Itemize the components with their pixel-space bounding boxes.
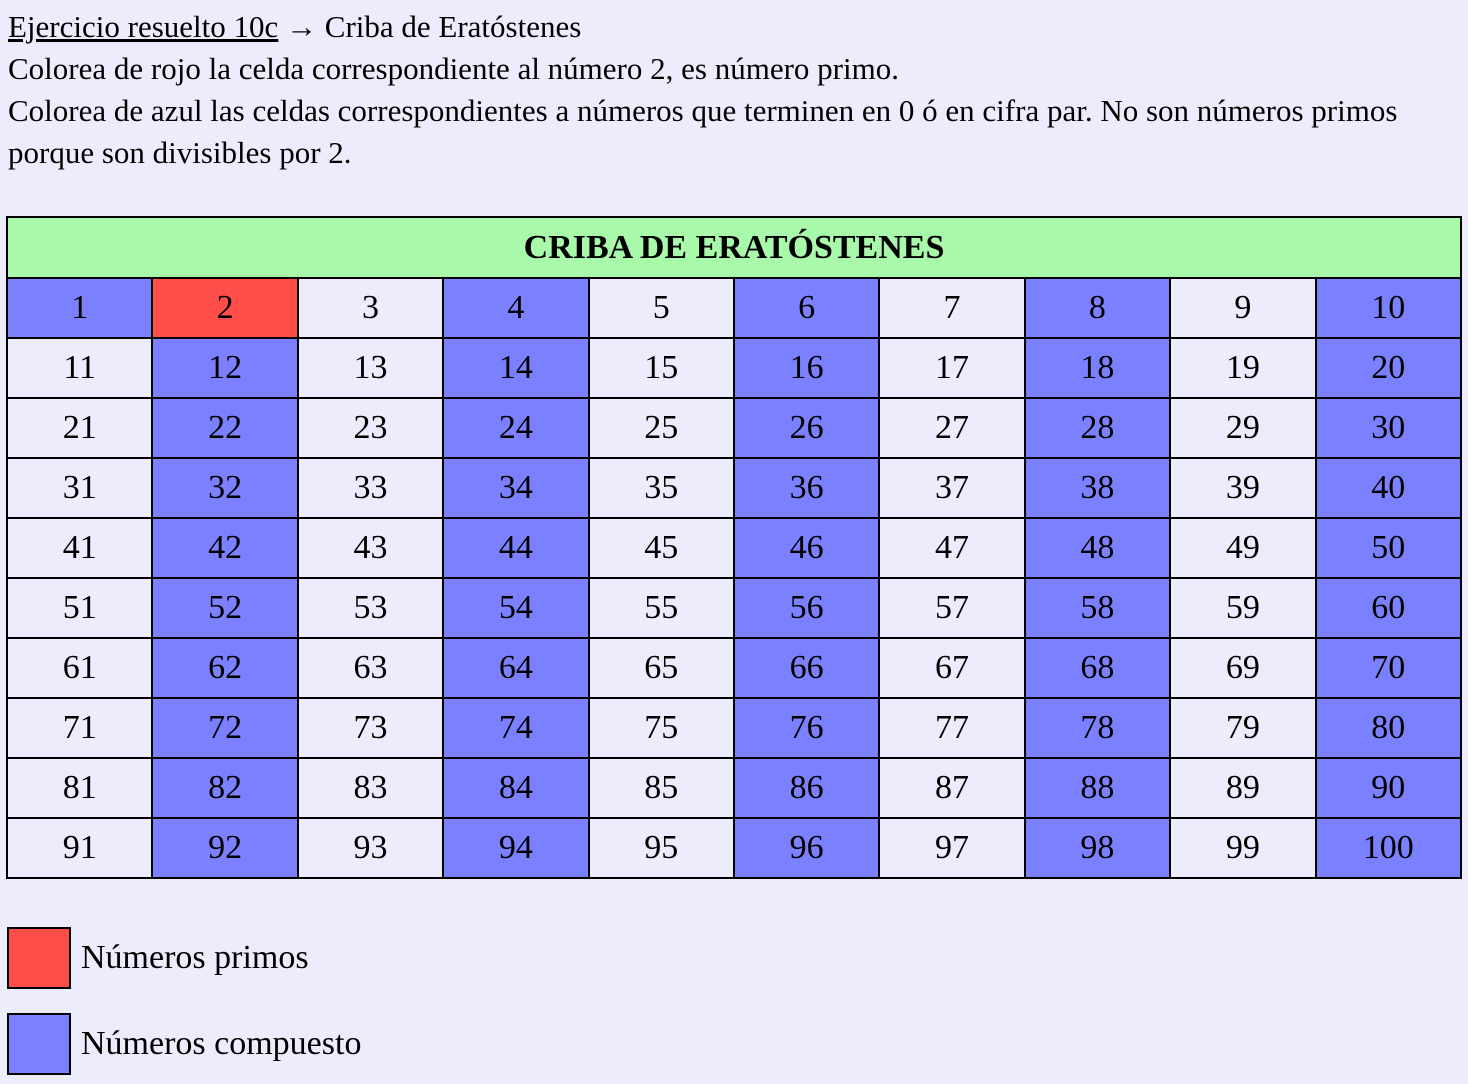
arrow-glyph: →	[278, 9, 325, 44]
sieve-cell-77[interactable]: 77	[879, 698, 1024, 758]
sieve-cell-42[interactable]: 42	[152, 518, 297, 578]
sieve-cell-98[interactable]: 98	[1025, 818, 1170, 878]
sieve-cell-51[interactable]: 51	[7, 578, 152, 638]
sieve-cell-11[interactable]: 11	[7, 338, 152, 398]
sieve-cell-90[interactable]: 90	[1316, 758, 1461, 818]
legend-composite	[7, 1013, 361, 1075]
sieve-cell-59[interactable]: 59	[1170, 578, 1315, 638]
sieve-cell-32[interactable]: 32	[152, 458, 297, 518]
sieve-cell-5[interactable]: 5	[589, 278, 734, 338]
sieve-cell-66[interactable]: 66	[734, 638, 879, 698]
sieve-cell-73[interactable]: 73	[298, 698, 443, 758]
sieve-cell-37[interactable]: 37	[879, 458, 1024, 518]
sieve-cell-58[interactable]: 58	[1025, 578, 1170, 638]
sieve-grid	[7, 278, 1461, 878]
sieve-cell-45[interactable]: 45	[589, 518, 734, 578]
sieve-cell-23[interactable]: 23	[298, 398, 443, 458]
sieve-cell-1[interactable]: 1	[7, 278, 152, 338]
sieve-row	[7, 398, 1461, 458]
sieve-cell-69[interactable]: 69	[1170, 638, 1315, 698]
sieve-cell-75[interactable]: 75	[589, 698, 734, 758]
sieve-row	[7, 578, 1461, 638]
sieve-cell-47[interactable]: 47	[879, 518, 1024, 578]
sieve-cell-43[interactable]: 43	[298, 518, 443, 578]
sieve-row	[7, 758, 1461, 818]
sieve-cell-20[interactable]: 20	[1316, 338, 1461, 398]
sieve-cell-57[interactable]: 57	[879, 578, 1024, 638]
sieve-cell-68[interactable]: 68	[1025, 638, 1170, 698]
sieve-cell-31[interactable]: 31	[7, 458, 152, 518]
sieve-cell-46[interactable]: 46	[734, 518, 879, 578]
legend-prime	[7, 927, 309, 989]
sieve-cell-87[interactable]: 87	[879, 758, 1024, 818]
sieve-cell-52[interactable]: 52	[152, 578, 297, 638]
sieve-cell-21[interactable]: 21	[7, 398, 152, 458]
sieve-cell-19[interactable]: 19	[1170, 338, 1315, 398]
sieve-cell-86[interactable]: 86	[734, 758, 879, 818]
sieve-cell-26[interactable]: 26	[734, 398, 879, 458]
sieve-cell-55[interactable]: 55	[589, 578, 734, 638]
sieve-cell-54[interactable]: 54	[443, 578, 588, 638]
sieve-cell-3[interactable]: 3	[298, 278, 443, 338]
sieve-cell-84[interactable]: 84	[443, 758, 588, 818]
exercise-title: Criba de Eratóstenes	[324, 9, 582, 44]
sieve-cell-72[interactable]: 72	[152, 698, 297, 758]
exercise-link[interactable]: Ejercicio resuelto 10c	[8, 9, 279, 44]
sieve-cell-56[interactable]: 56	[734, 578, 879, 638]
sieve-cell-48[interactable]: 48	[1025, 518, 1170, 578]
sieve-cell-83[interactable]: 83	[298, 758, 443, 818]
sieve-row	[7, 698, 1461, 758]
sieve-cell-61[interactable]: 61	[7, 638, 152, 698]
sieve-cell-38[interactable]: 38	[1025, 458, 1170, 518]
sieve-cell-79[interactable]: 79	[1170, 698, 1315, 758]
sieve-cell-2[interactable]: 2	[152, 278, 297, 338]
sieve-cell-89[interactable]: 89	[1170, 758, 1315, 818]
sieve-cell-62[interactable]: 62	[152, 638, 297, 698]
legend-prime-label: Números primos	[81, 939, 309, 976]
sieve-cell-67[interactable]: 67	[879, 638, 1024, 698]
sieve-cell-82[interactable]: 82	[152, 758, 297, 818]
sieve-cell-70[interactable]: 70	[1316, 638, 1461, 698]
instructions-block	[8, 6, 1448, 174]
sieve-cell-8[interactable]: 8	[1025, 278, 1170, 338]
legend-composite-label: Números compuesto	[81, 1025, 362, 1062]
sieve-cell-76[interactable]: 76	[734, 698, 879, 758]
sieve-cell-63[interactable]: 63	[298, 638, 443, 698]
sieve-cell-39[interactable]: 39	[1170, 458, 1315, 518]
sieve-row	[7, 338, 1461, 398]
sieve-cell-74[interactable]: 74	[443, 698, 588, 758]
sieve-cell-85[interactable]: 85	[589, 758, 734, 818]
sieve-title: CRIBA DE ERATÓSTENES	[7, 217, 1461, 278]
sieve-cell-33[interactable]: 33	[298, 458, 443, 518]
composite-swatch	[7, 1013, 71, 1075]
sieve-cell-7[interactable]: 7	[879, 278, 1024, 338]
exercise-heading	[8, 6, 1448, 48]
sieve-cell-34[interactable]: 34	[443, 458, 588, 518]
sieve-cell-97[interactable]: 97	[879, 818, 1024, 878]
sieve-cell-93[interactable]: 93	[298, 818, 443, 878]
sieve-cell-12[interactable]: 12	[152, 338, 297, 398]
sieve-cell-17[interactable]: 17	[879, 338, 1024, 398]
sieve-cell-41[interactable]: 41	[7, 518, 152, 578]
sieve-cell-6[interactable]: 6	[734, 278, 879, 338]
sieve-cell-100[interactable]: 100	[1316, 818, 1461, 878]
sieve-cell-27[interactable]: 27	[879, 398, 1024, 458]
sieve-cell-65[interactable]: 65	[589, 638, 734, 698]
sieve-cell-94[interactable]: 94	[443, 818, 588, 878]
sieve-cell-15[interactable]: 15	[589, 338, 734, 398]
sieve-cell-24[interactable]: 24	[443, 398, 588, 458]
sieve-cell-18[interactable]: 18	[1025, 338, 1170, 398]
sieve-cell-96[interactable]: 96	[734, 818, 879, 878]
sieve-cell-49[interactable]: 49	[1170, 518, 1315, 578]
instruction-blue: Colorea de azul las celdas correspondientes a números que terminen en 0 ó en cifra par. No son números primos porque son divisibles por 2.	[8, 93, 1398, 170]
sieve-cell-92[interactable]: 92	[152, 818, 297, 878]
sieve-cell-81[interactable]: 81	[7, 758, 152, 818]
sieve-cell-60[interactable]: 60	[1316, 578, 1461, 638]
sieve-cell-99[interactable]: 99	[1170, 818, 1315, 878]
sieve-cell-28[interactable]: 28	[1025, 398, 1170, 458]
sieve-cell-64[interactable]: 64	[443, 638, 588, 698]
sieve-cell-16[interactable]: 16	[734, 338, 879, 398]
sieve-cell-44[interactable]: 44	[443, 518, 588, 578]
sieve-cell-13[interactable]: 13	[298, 338, 443, 398]
sieve-cell-53[interactable]: 53	[298, 578, 443, 638]
sieve-cell-91[interactable]: 91	[7, 818, 152, 878]
sieve-cell-30[interactable]: 30	[1316, 398, 1461, 458]
sieve-table	[6, 216, 1462, 879]
sieve-cell-78[interactable]: 78	[1025, 698, 1170, 758]
sieve-cell-4[interactable]: 4	[443, 278, 588, 338]
sieve-cell-35[interactable]: 35	[589, 458, 734, 518]
sieve-row	[7, 458, 1461, 518]
sieve-cell-88[interactable]: 88	[1025, 758, 1170, 818]
sieve-cell-9[interactable]: 9	[1170, 278, 1315, 338]
sieve-cell-40[interactable]: 40	[1316, 458, 1461, 518]
sieve-row	[7, 518, 1461, 578]
sieve-cell-14[interactable]: 14	[443, 338, 588, 398]
sieve-cell-80[interactable]: 80	[1316, 698, 1461, 758]
sieve-cell-50[interactable]: 50	[1316, 518, 1461, 578]
sieve-cell-95[interactable]: 95	[589, 818, 734, 878]
sieve-cell-22[interactable]: 22	[152, 398, 297, 458]
sieve-cell-10[interactable]: 10	[1316, 278, 1461, 338]
instruction-red: Colorea de rojo la celda correspondiente al número 2, es número primo.	[8, 51, 899, 86]
prime-swatch	[7, 927, 71, 989]
sieve-row	[7, 818, 1461, 878]
sieve-cell-25[interactable]: 25	[589, 398, 734, 458]
sieve-cell-36[interactable]: 36	[734, 458, 879, 518]
sieve-cell-71[interactable]: 71	[7, 698, 152, 758]
sieve-cell-29[interactable]: 29	[1170, 398, 1315, 458]
sieve-row	[7, 638, 1461, 698]
sieve-row	[7, 278, 1461, 338]
